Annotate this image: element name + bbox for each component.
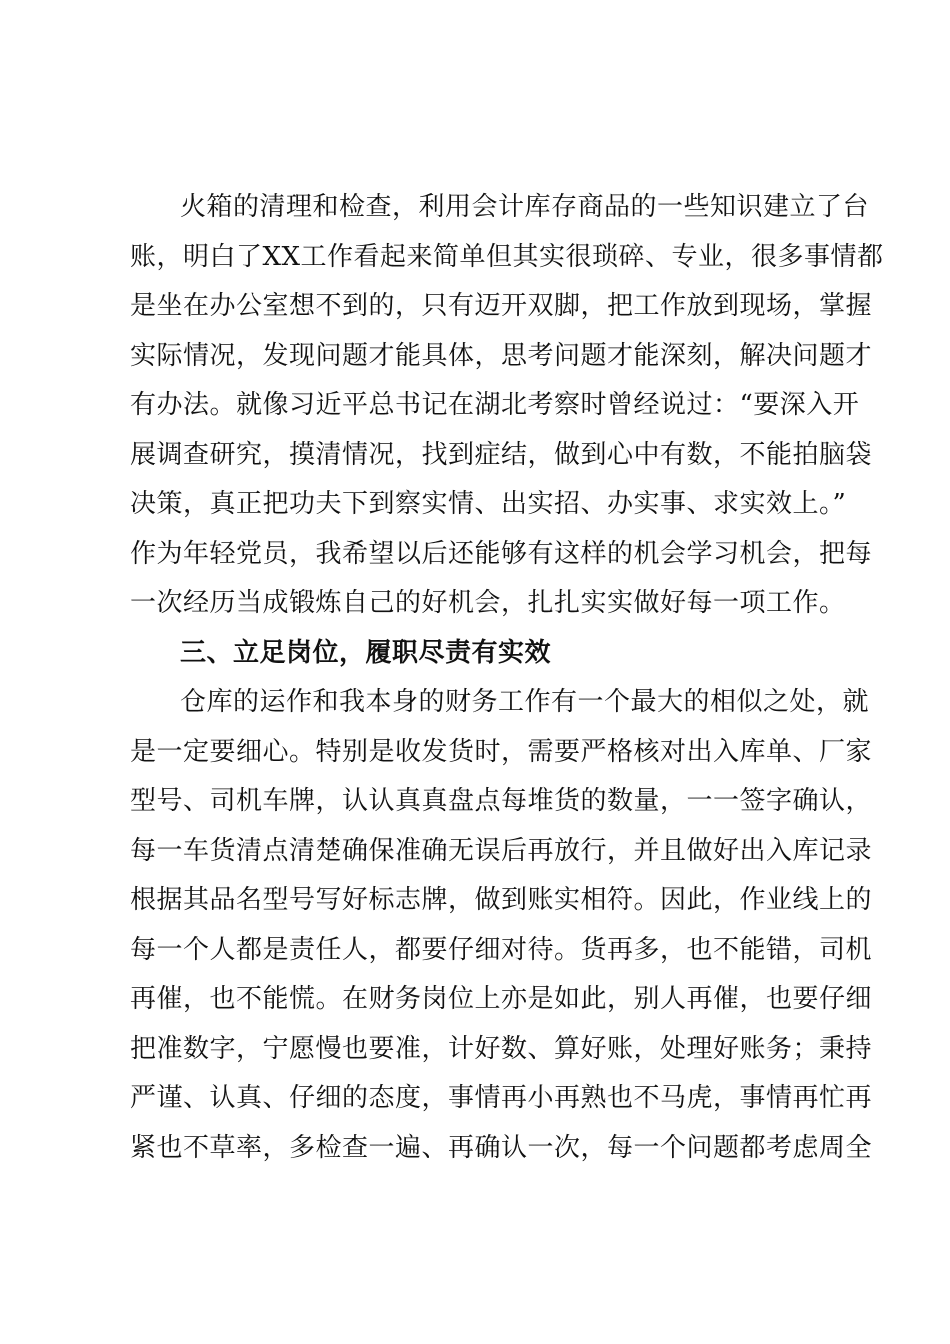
- paragraph-1-line-7: 决策，真正把功夫下到察实情、出实招、办实事、求实效上。”: [130, 489, 847, 519]
- paragraph-2-line-3: 型号、司机车牌，认认真真盘点每堆货的数量，一一签字确认，: [130, 786, 873, 816]
- paragraph-1-line-6: 展调查研究，摸清情况，找到症结，做到心中有数，不能拍脑袋: [130, 440, 873, 470]
- paragraph-2-line-7: 再催，也不能慌。在财务岗位上亦是如此，别人再催，也要仔细: [130, 984, 873, 1014]
- paragraph-1-line-8: 作为年轻党员，我希望以后还能够有这样的机会学习机会，把每: [130, 539, 873, 569]
- paragraph-2-line-5: 根据其品名型号写好标志牌，做到账实相符。因此，作业线上的: [130, 885, 873, 915]
- paragraph-2-line-8: 把准数字，宁愿慢也要准，计好数、算好账，处理好账务；秉持: [130, 1034, 873, 1064]
- paragraph-1-line-2: 账，明白了XX工作看起来简单但其实很琐碎、专业，很多事情都: [130, 242, 884, 272]
- paragraph-1-line-5: 有办法。就像习近平总书记在湖北考察时曾经说过：“要深入开: [130, 390, 860, 420]
- paragraph-2-line-9: 严谨、认真、仔细的态度，事情再小再熟也不马虎，事情再忙再: [130, 1083, 873, 1113]
- paragraph-1-line-1: 火箱的清理和检查，利用会计库存商品的一些知识建立了台: [180, 192, 870, 222]
- section-heading-3: 三、立足岗位，履职尽责有实效: [180, 638, 552, 668]
- paragraph-2-line-1: 仓库的运作和我本身的财务工作有一个最大的相似之处，就: [180, 687, 870, 717]
- paragraph-1-line-3: 是坐在办公室想不到的，只有迈开双脚，把工作放到现场，掌握: [130, 291, 873, 321]
- paragraph-2-line-6: 每一个人都是责任人，都要仔细对待。货再多，也不能错，司机: [130, 935, 873, 965]
- paragraph-1-line-9: 一次经历当成锻炼自己的好机会，扎扎实实做好每一项工作。: [130, 588, 846, 618]
- paragraph-2-line-10: 紧也不草率，多检查一遍、再确认一次，每一个问题都考虑周全: [130, 1133, 873, 1163]
- paragraph-2-line-4: 每一车货清点清楚确保准确无误后再放行，并且做好出入库记录: [130, 836, 873, 866]
- paragraph-1-line-4: 实际情况，发现问题才能具体，思考问题才能深刻，解决问题才: [130, 341, 873, 371]
- paragraph-2-line-2: 是一定要细心。特别是收发货时，需要严格核对出入库单、厂家: [130, 737, 873, 767]
